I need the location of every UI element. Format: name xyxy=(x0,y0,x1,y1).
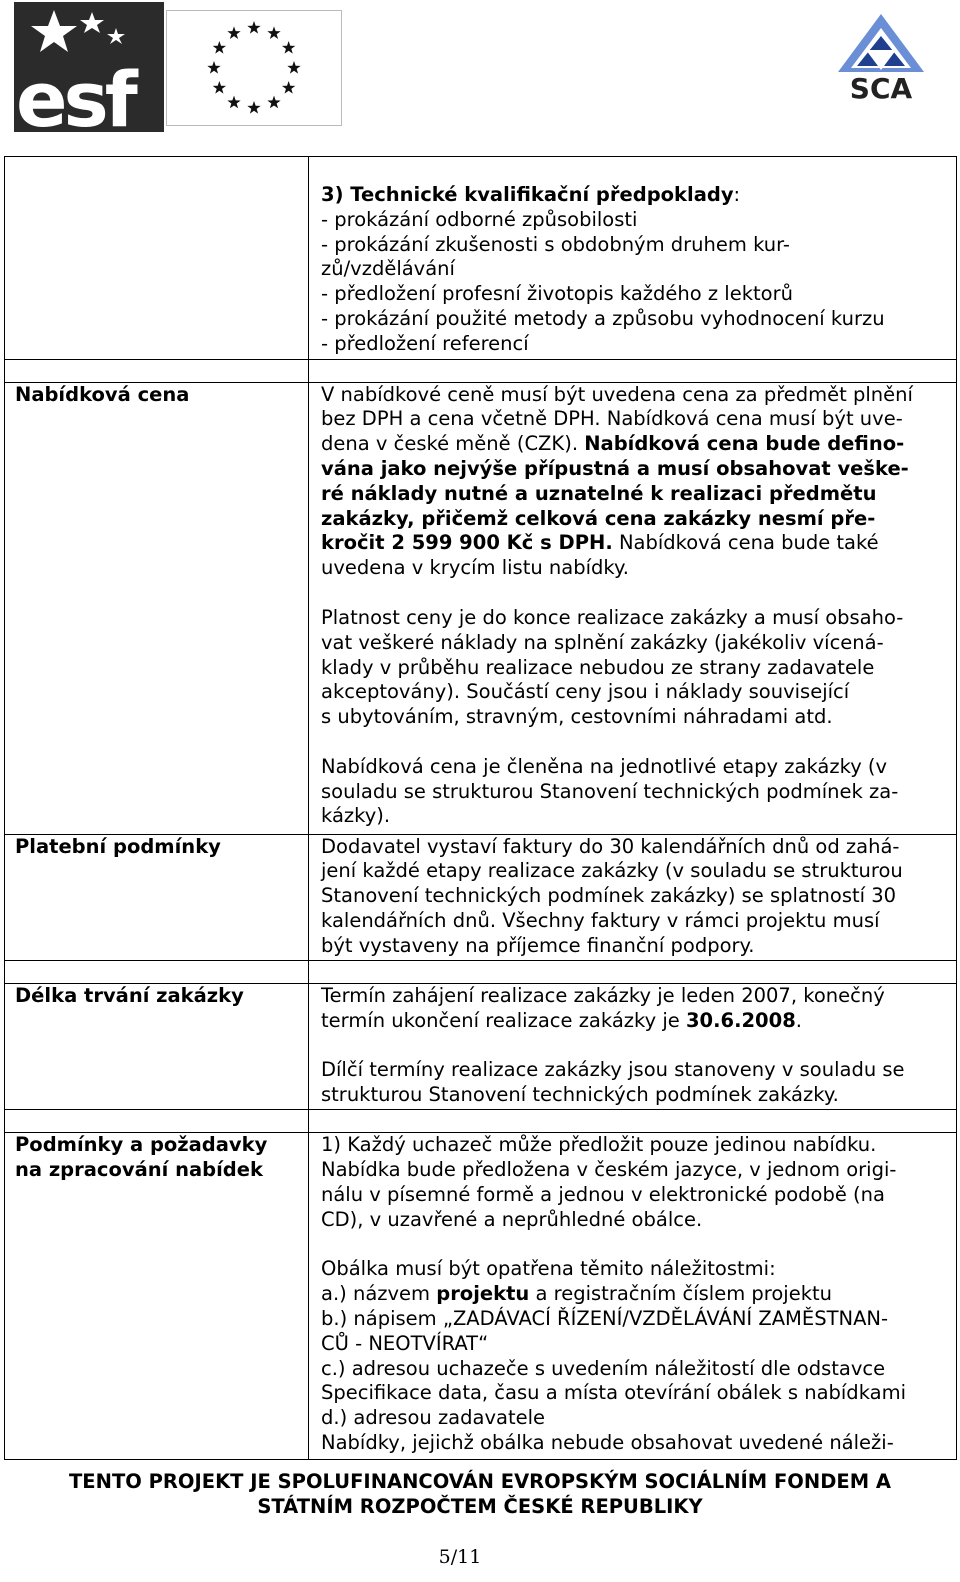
validity-line: akceptovány). Součástí ceny jsou i náklady související xyxy=(321,680,850,704)
conditions-line: Nabídka bude předložena v českém jazyce, v jednom origi- xyxy=(321,1158,897,1182)
price-line: bez DPH a cena včetně DPH. Nabídková cena musí být uve- xyxy=(321,407,903,431)
duration-line: Termín zahájení realizace zakázky je leden 2007, konečný xyxy=(321,983,885,1007)
price-line: zakázky, přičemž celková cena zakázky nesmí pře- xyxy=(321,506,876,530)
footer-line: TENTO PROJEKT JE SPOLUFINANCOVÁN EVROPSKÝM SOCIÁLNÍM FONDEM A xyxy=(69,1470,891,1493)
validity-line: Platnost ceny je do konce realizace zakázky a musí obsaho- xyxy=(321,605,904,629)
price-line: kročit 2 599 900 Kč s DPH. Nabídková cena bude také xyxy=(321,531,879,555)
envelope-line: Obálka musí být opatřena těmito náležitostmi: xyxy=(321,1257,776,1281)
eu-flag xyxy=(166,10,342,126)
label-contract-duration: Délka trvání zakázky xyxy=(5,983,309,1109)
price-line: V nabídkové ceně musí být uvedena cena za předmět plnění xyxy=(321,382,913,406)
row-payment-terms xyxy=(5,834,957,960)
envelope-line: c.) adresou uchazeče s uvedením náležitostí dle odstavce xyxy=(321,1356,886,1380)
conditions-line: 1) Každý uchazeč může předložit pouze jedinou nabídku. xyxy=(321,1133,877,1157)
envelope-line: CŮ - NEOTVÍRAT“ xyxy=(321,1331,489,1355)
row-technical-qualification xyxy=(5,157,957,360)
envelope-line: Nabídky, jejichž obálka nebude obsahovat uvedené náleži- xyxy=(321,1431,894,1455)
label-payment-terms: Platební podmínky xyxy=(5,834,309,960)
offer-conditions-content xyxy=(309,1133,957,1460)
conditions-line: nálu v písemné formě a jednou v elektronické podobě (na xyxy=(321,1182,885,1206)
duration-line: termín ukončení realizace zakázky je 30.6.2008. xyxy=(321,1008,802,1032)
envelope-line: b.) nápisem „ZADÁVACÍ ŘÍZENÍ/VZDĚLÁVÁNÍ ZAMĚSTNAN- xyxy=(321,1307,889,1331)
row-offer-price xyxy=(5,382,957,834)
sca-logo xyxy=(826,10,936,102)
price-line: ré náklady nutné a uznatelné k realizaci předmětu xyxy=(321,481,877,505)
row-offer-conditions xyxy=(5,1133,957,1460)
price-line: uvedena v krycím listu nabídky. xyxy=(321,556,629,580)
envelope-line: Specifikace data, času a místa otevírání obálek s nabídkami xyxy=(321,1381,906,1405)
row-spacer xyxy=(5,960,957,983)
technical-line: - prokázání použité metody a způsobu vyhodnocení kurzu xyxy=(321,306,885,330)
stages-line: souladu se strukturou Stanovení technických podmínek za- xyxy=(321,779,899,803)
tender-conditions-table xyxy=(4,156,957,1460)
payment-line: být vystaveny na příjemce finanční podpory. xyxy=(321,933,755,957)
sca-logo-text: SCA xyxy=(849,72,913,102)
payment-line: Stanovení technických podmínek zakázky) se splatností 30 xyxy=(321,884,897,908)
stages-line: kázky). xyxy=(321,804,391,828)
footer-line: STÁTNÍM ROZPOČTEM ČESKÉ REPUBLIKY xyxy=(257,1494,703,1518)
technical-heading: 3) Technické kvalifikační předpoklady: xyxy=(321,183,741,206)
page-number: 5/11 xyxy=(438,1546,482,1568)
payment-line: Dodavatel vystaví faktury do 30 kalendářních dnů od zahá- xyxy=(321,834,900,858)
envelope-line: a.) názvem projektu a registračním číslem projektu xyxy=(321,1282,833,1306)
label-offer-conditions: Podmínky a požadavky na zpracování nabídek xyxy=(5,1133,309,1460)
technical-line: zů/vzdělávání xyxy=(321,257,455,281)
offer-price-content xyxy=(309,382,957,834)
esf-logo-text: esf xyxy=(16,55,134,132)
technical-line: - prokázání zkušenosti s obdobným druhem kur- xyxy=(321,232,790,256)
payment-terms-content xyxy=(309,834,957,960)
validity-line: vat veškeré náklady na splnění zakázky (jakékoliv vícená- xyxy=(321,630,884,654)
price-line: dena v české měně (CZK). Nabídková cena bude defino- xyxy=(321,432,905,456)
validity-line: klady v průběhu realizace nebudou ze strany zadavatele xyxy=(321,655,875,679)
technical-line: - prokázání odborné způsobilosti xyxy=(321,207,638,231)
row-contract-duration xyxy=(5,983,957,1109)
duration-line: Dílčí termíny realizace zakázky jsou stanoveny v souladu se xyxy=(321,1058,905,1082)
row-content xyxy=(309,157,957,360)
row-label xyxy=(5,157,309,360)
duration-line: strukturou Stanovení technických podmínek zakázky. xyxy=(321,1083,839,1107)
cofinancing-footer xyxy=(0,1470,960,1519)
technical-line: - předložení profesní životopis každého z lektorů xyxy=(321,282,793,306)
payment-line: jení každé etapy realizace zakázky (v souladu se strukturou xyxy=(321,859,903,883)
price-line: vána jako nejvýše přípustná a musí obsahovat veške- xyxy=(321,456,909,480)
conditions-line: CD), v uzavřené a neprůhledné obálce. xyxy=(321,1207,703,1231)
envelope-line: d.) adresou zadavatele xyxy=(321,1406,546,1430)
page-header xyxy=(0,0,960,140)
row-spacer xyxy=(5,1110,957,1133)
label-offer-price: Nabídková cena xyxy=(5,382,309,834)
contract-duration-content xyxy=(309,983,957,1109)
validity-line: s ubytováním, stravným, cestovními náhradami atd. xyxy=(321,705,833,729)
payment-line: kalendářních dnů. Všechny faktury v rámci projektu musí xyxy=(321,909,880,933)
row-spacer xyxy=(5,359,957,382)
esf-logo xyxy=(14,2,164,132)
technical-line: - předložení referencí xyxy=(321,331,529,355)
stages-line: Nabídková cena je členěna na jednotlivé etapy zakázky (v xyxy=(321,754,888,778)
